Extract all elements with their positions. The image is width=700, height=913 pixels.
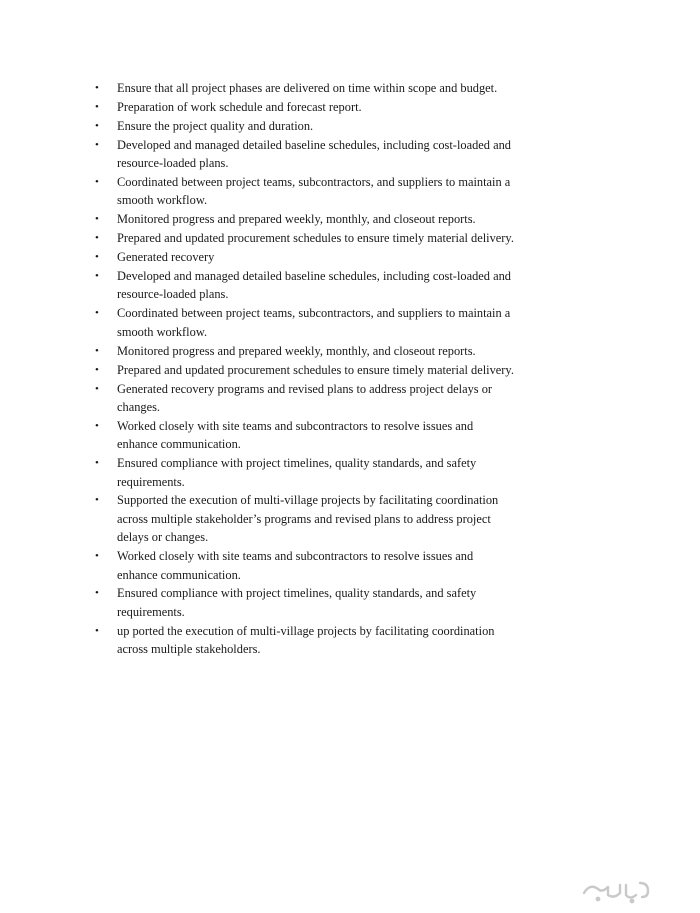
- list-item: [95, 267, 515, 304]
- bullet-icon: •: [95, 457, 99, 470]
- list-item-text: Developed and managed detailed baseline schedules, including cost-loaded and resource-loaded plans.: [117, 137, 511, 171]
- list-item: [95, 210, 515, 228]
- list-item-text: Ensure the project quality and duration.: [117, 118, 314, 133]
- bullet-icon: •: [95, 138, 99, 151]
- bullet-icon: •: [95, 419, 99, 432]
- list-item: [95, 380, 515, 417]
- list-item: [95, 229, 515, 247]
- list-item-text: Preparation of work schedule and forecast report.: [117, 99, 362, 114]
- list-item-text: Developed and managed detailed baseline schedules, including cost-loaded and resource-loaded plans.: [117, 269, 511, 302]
- bullet-icon: •: [95, 494, 99, 507]
- list-item: [95, 248, 515, 266]
- list-item-text: Supported the execution of multi-village projects by facilitating coordination across multiple stakeholder’s programs and revised plans to address project delays or changes.: [117, 493, 499, 545]
- list-item: [95, 136, 515, 173]
- list-item: [95, 584, 515, 621]
- list-item-text: Monitored progress and prepared weekly, monthly, and closeout reports.: [117, 343, 476, 358]
- bullet-icon: •: [95, 344, 99, 357]
- bullet-icon: •: [95, 624, 99, 637]
- list-item: [95, 342, 515, 360]
- bullet-icon: •: [95, 119, 99, 132]
- list-item-text: Coordinated between project teams, subcontractors, and suppliers to maintain a smooth workflow.: [117, 175, 511, 208]
- list-item-text: Prepared and updated procurement schedules to ensure timely material delivery.: [117, 231, 514, 246]
- list-item-text: Ensured compliance with project timelines, quality standards, and safety requirements.: [117, 586, 477, 619]
- bullet-icon: •: [95, 176, 99, 189]
- list-item: [95, 79, 515, 97]
- list-item-text: Ensured compliance with project timelines, quality standards, and safety requirements.: [117, 456, 477, 489]
- bullet-icon: •: [95, 232, 99, 245]
- list-item-text: Prepared and updated procurement schedules to ensure timely material delivery.: [117, 362, 514, 377]
- list-item: [95, 361, 515, 379]
- bullet-icon: •: [95, 82, 99, 94]
- bullet-list: [95, 79, 515, 659]
- list-item: [95, 547, 515, 584]
- list-item: [95, 491, 515, 546]
- list-item: [95, 304, 515, 341]
- list-item-text: Worked closely with site teams and subcontractors to resolve issues and enhance communication.: [117, 549, 474, 582]
- bullet-icon: •: [95, 213, 99, 226]
- list-item: [95, 622, 515, 659]
- list-item-text: Generated recovery: [117, 250, 215, 265]
- list-item: [95, 417, 515, 454]
- list-item-text: Ensure that all project phases are delivered on time within scope and budget.: [117, 81, 498, 95]
- bullet-icon: •: [95, 587, 99, 600]
- bullet-icon: •: [95, 100, 99, 113]
- list-item: [95, 117, 515, 135]
- bullet-icon: •: [95, 307, 99, 320]
- list-item-text: Generated recovery programs and revised plans to address project delays or changes.: [117, 381, 493, 414]
- list-item-text: up ported the execution of multi-village projects by facilitating coordination across multiple stakeholders.: [117, 623, 495, 657]
- list-item: [95, 173, 515, 210]
- list-item-text: Coordinated between project teams, subcontractors, and suppliers to maintain a smooth workflow.: [117, 306, 511, 339]
- list-item: [95, 454, 515, 491]
- list-item: [95, 98, 515, 116]
- list-item-text: Worked closely with site teams and subcontractors to resolve issues and enhance communication.: [117, 418, 474, 452]
- bullet-icon: •: [95, 363, 99, 376]
- bullet-icon: •: [95, 270, 99, 283]
- haraj-watermark-logo: [578, 875, 656, 905]
- list-item-text: Monitored progress and prepared weekly, monthly, and closeout reports.: [117, 212, 476, 227]
- bullet-icon: •: [95, 251, 99, 264]
- bullet-icon: •: [95, 382, 99, 395]
- bullet-icon: •: [95, 550, 99, 563]
